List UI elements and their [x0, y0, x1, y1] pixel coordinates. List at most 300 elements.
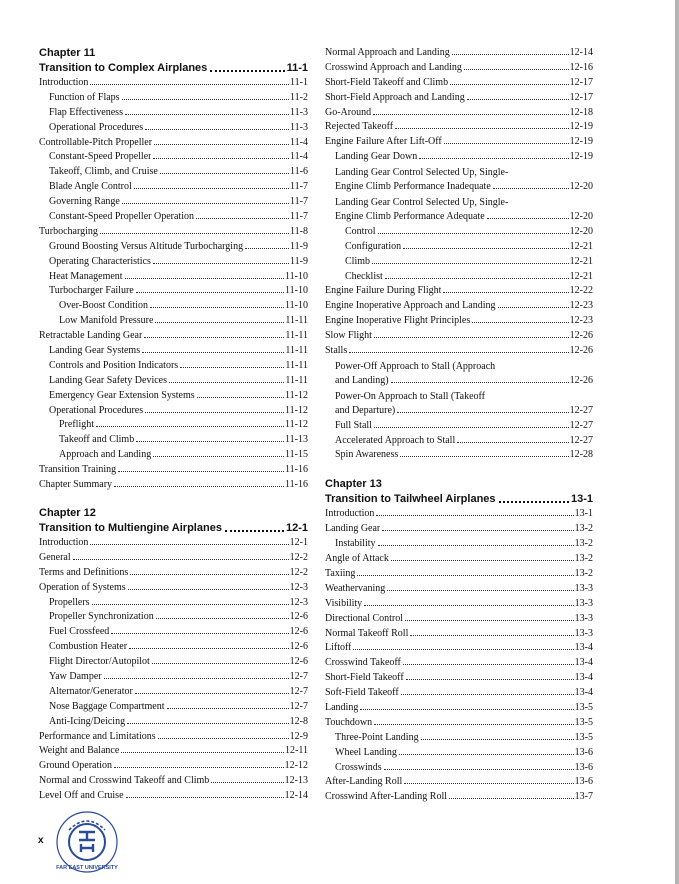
dot-leader — [353, 649, 573, 650]
page-ref: 13-6 — [574, 746, 593, 758]
page-ref: 12-9 — [289, 730, 308, 742]
toc-entry[interactable] — [325, 537, 593, 552]
page-ref: 11-11 — [285, 374, 308, 386]
toc-entry-title: Control — [345, 225, 376, 237]
page-ref: 11-7 — [290, 196, 308, 208]
page-ref: 12-20 — [569, 181, 593, 193]
dot-leader — [211, 782, 283, 783]
toc-entry[interactable] — [39, 700, 308, 715]
toc-entry[interactable] — [39, 240, 308, 255]
page-ref: 13-4 — [574, 657, 593, 669]
toc-entry[interactable] — [39, 566, 308, 581]
toc-entry[interactable] — [325, 552, 593, 567]
page-ref: 12-7 — [289, 700, 308, 712]
toc-entry-title: Flight Director/Autopilot — [49, 656, 150, 668]
page-ref: 11-7 — [290, 181, 308, 193]
page-ref: 12-27 — [569, 434, 593, 446]
toc-entry[interactable] — [325, 225, 593, 240]
page-ref: 13-5 — [574, 701, 593, 713]
toc-entry[interactable] — [325, 329, 593, 344]
toc-entry[interactable] — [39, 610, 308, 625]
toc-entry[interactable] — [39, 478, 308, 493]
toc-entry-line: Landing Gear Control Selected Up, Single- — [335, 197, 509, 209]
toc-entry[interactable] — [39, 121, 308, 136]
toc-entry-title: Three-Point Landing — [335, 731, 419, 743]
toc-entry[interactable] — [39, 284, 308, 299]
toc-entry[interactable] — [39, 685, 308, 700]
toc-entry-title: Angle of Attack — [325, 553, 389, 565]
toc-entry[interactable] — [325, 344, 593, 359]
page-ref: 13-5 — [574, 731, 593, 743]
dot-leader — [180, 367, 284, 368]
toc-entry[interactable] — [39, 551, 308, 566]
page-ref: 11-9 — [290, 240, 308, 252]
toc-entry[interactable] — [325, 701, 593, 716]
page-ref: 13-6 — [574, 776, 593, 788]
page-ref: 13-2 — [574, 538, 593, 550]
toc-entry-title: Liftoff — [325, 642, 352, 654]
page-ref: 12-6 — [289, 656, 308, 668]
toc-entry-title: Instability — [335, 538, 376, 550]
dot-leader — [360, 709, 573, 710]
dot-leader — [498, 307, 569, 308]
toc-entry[interactable] — [325, 731, 593, 746]
page-ref: 13-1 — [574, 508, 593, 520]
toc-entry[interactable] — [325, 671, 593, 686]
toc-entry-title: Level Off and Cruise — [39, 790, 124, 802]
page-ref: 13-3 — [574, 612, 593, 624]
toc-entry-title: Combustion Heater — [49, 641, 128, 653]
toc-entry-title: Stalls — [325, 345, 348, 357]
toc-entry-title: Crosswinds — [335, 761, 382, 773]
toc-entry[interactable] — [325, 522, 593, 537]
toc-entry-title: Landing Gear Systems — [49, 345, 141, 357]
toc-entry[interactable] — [39, 730, 308, 745]
page-ref: 12-20 — [569, 225, 593, 237]
page-ref: 12-22 — [569, 285, 593, 297]
toc-entry[interactable] — [325, 120, 593, 135]
page-ref: 13-6 — [574, 761, 593, 773]
toc-entry-title: Governing Range — [49, 196, 120, 208]
section-spacer — [325, 463, 593, 477]
dot-leader — [210, 61, 284, 72]
page-ref: 12-14 — [569, 47, 593, 58]
toc-entry[interactable] — [39, 433, 308, 448]
dot-leader — [387, 590, 573, 591]
toc-entry[interactable] — [39, 463, 308, 478]
toc-entry-title: Operating Characteristics — [49, 255, 151, 267]
toc-entry-title: Short-Field Approach and Landing — [325, 91, 465, 103]
toc-entry-title: Blade Angle Control — [49, 181, 132, 193]
toc-entry[interactable] — [39, 404, 308, 419]
toc-entry[interactable] — [39, 165, 308, 180]
toc-entry[interactable] — [39, 314, 308, 329]
toc-entry[interactable] — [39, 91, 308, 106]
toc-entry[interactable] — [325, 627, 593, 642]
dot-leader — [127, 723, 289, 724]
logo-text: FAR EAST UNIVERSITY — [56, 865, 118, 871]
page-ref: 12-27 — [569, 404, 593, 416]
dot-leader — [142, 352, 284, 353]
page-ref: 11-7 — [290, 211, 308, 223]
page-ref: 11-3 — [290, 121, 308, 133]
toc-entry[interactable] — [39, 374, 308, 389]
page-ref: 12-8 — [289, 715, 308, 727]
page-ref: 12-26 — [569, 374, 593, 386]
dot-leader — [156, 618, 289, 619]
dot-leader — [111, 633, 288, 634]
toc-entry-title: Landing Gear Safety Devices — [49, 374, 168, 386]
toc-entry[interactable] — [325, 419, 593, 434]
toc-entry-title: Transition Training — [39, 464, 117, 476]
dot-leader — [197, 397, 284, 398]
toc-entry[interactable] — [325, 61, 593, 76]
toc-entry[interactable] — [325, 314, 593, 329]
dot-leader — [145, 129, 289, 130]
toc-entry[interactable] — [39, 299, 308, 314]
page-ref: 12-12 — [284, 760, 308, 772]
page-ref: 12-7 — [289, 685, 308, 697]
toc-entry-title: Chapter Summary — [39, 479, 113, 491]
toc-entry-title: Operational Procedures — [49, 404, 144, 416]
page-ref: 12-19 — [569, 151, 593, 163]
dot-leader — [493, 188, 569, 189]
toc-entry[interactable] — [325, 775, 593, 790]
dot-leader — [225, 521, 284, 532]
page-ref: 11-16 — [285, 464, 308, 476]
toc-entry[interactable] — [325, 746, 593, 761]
dot-leader — [376, 515, 573, 516]
chapter-title: Transition to Complex Airplanes — [39, 62, 208, 74]
toc-entry[interactable] — [39, 255, 308, 270]
toc-entry[interactable] — [39, 418, 308, 433]
toc-entry-title: Low Manifold Pressure — [59, 315, 154, 327]
toc-entry[interactable] — [325, 656, 593, 671]
dot-leader — [150, 307, 284, 308]
dot-leader — [92, 604, 289, 605]
dot-leader — [349, 352, 568, 353]
page-ref: 13-3 — [574, 627, 593, 639]
toc-entry-title: Terms and Definitions — [39, 566, 129, 578]
toc-entry[interactable] — [325, 641, 593, 656]
toc-entry-title: Engine Failure During Flight — [325, 285, 442, 297]
dot-leader — [134, 188, 289, 189]
toc-entry[interactable] — [325, 686, 593, 701]
page-ref: 12-13 — [284, 775, 308, 787]
dot-leader — [405, 620, 574, 621]
toc-entry[interactable] — [325, 299, 593, 314]
toc-entry-title: Checklist — [345, 270, 383, 282]
page-ref: 11-4 — [290, 151, 308, 163]
toc-entry-title: and Departure) — [335, 404, 396, 416]
page-ref: 13-4 — [574, 687, 593, 699]
toc-entry[interactable] — [325, 135, 593, 150]
page-ref: 12-11 — [285, 745, 308, 757]
page-ref: 12-7 — [289, 670, 308, 682]
toc-entry[interactable] — [325, 240, 593, 255]
page-ref: 11-11 — [285, 345, 308, 357]
page-ref: 12-28 — [569, 449, 593, 461]
toc-entry-title: Introduction — [325, 508, 375, 520]
toc-entry-title: Operation of Systems — [39, 581, 126, 593]
toc-entry-title: Crosswind Takeoff — [325, 657, 401, 669]
page-ref: 12-18 — [569, 106, 593, 118]
page-ref: 12-6 — [289, 611, 308, 623]
toc-entry-title: Visibility — [325, 597, 363, 609]
page-ref: 12-26 — [569, 330, 593, 342]
toc-entry[interactable] — [325, 612, 593, 627]
toc-entry[interactable] — [39, 150, 308, 165]
dot-leader — [372, 263, 569, 264]
toc-entry[interactable] — [39, 329, 308, 344]
dot-leader — [122, 99, 289, 100]
dot-leader — [397, 412, 568, 413]
toc-entry-title: Fuel Crossfeed — [49, 626, 110, 638]
dot-leader — [391, 382, 569, 383]
page-ref: 11-9 — [290, 255, 308, 267]
dot-leader — [472, 322, 568, 323]
dot-leader — [391, 560, 574, 561]
page-ref: 11-1 — [290, 77, 308, 88]
toc-entry[interactable] — [325, 597, 593, 612]
dot-leader — [443, 292, 568, 293]
dot-leader — [96, 426, 284, 427]
dot-leader — [167, 708, 289, 709]
toc-entry-title: Propellers — [49, 596, 90, 608]
toc-entry[interactable] — [325, 374, 593, 389]
page-ref: 13-4 — [574, 672, 593, 684]
toc-entry[interactable] — [325, 91, 593, 106]
toc-entry-title: Over-Boost Condition — [59, 300, 148, 312]
toc-entry[interactable] — [325, 150, 593, 165]
dot-leader — [160, 173, 289, 174]
page-ref: 11-15 — [285, 449, 308, 461]
toc-entry[interactable] — [325, 106, 593, 121]
dot-leader — [374, 724, 574, 725]
dot-leader — [464, 69, 569, 70]
dot-leader — [104, 678, 289, 679]
dot-leader — [245, 248, 289, 249]
dot-leader — [444, 143, 569, 144]
dot-leader — [144, 337, 284, 338]
toc-entry[interactable] — [325, 284, 593, 299]
toc-entry-title: Emergency Gear Extension Systems — [49, 389, 195, 401]
toc-entry[interactable] — [325, 180, 593, 195]
chapter-title-entry[interactable] — [39, 521, 308, 536]
toc-entry[interactable] — [39, 359, 308, 374]
page-ref: 11-11 — [285, 315, 308, 327]
page-ref: 12-16 — [569, 61, 593, 73]
toc-entry[interactable] — [325, 46, 593, 61]
toc-entry[interactable] — [39, 344, 308, 359]
page-ref: 12-21 — [569, 255, 593, 267]
toc-entry[interactable] — [325, 255, 593, 270]
toc-entry-title: Introduction — [39, 536, 89, 548]
toc-entry-title: Engine Climb Performance Inadequate — [335, 181, 491, 193]
page-ref: 11-2 — [290, 91, 308, 103]
dot-leader — [136, 292, 284, 293]
toc-entry-title: Normal Approach and Landing — [325, 47, 450, 58]
page-ref: 11-4 — [290, 136, 308, 148]
dot-leader — [374, 427, 569, 428]
page-ref: 12-6 — [289, 626, 308, 638]
toc-entry[interactable] — [39, 270, 308, 285]
page-ref: 12-3 — [289, 596, 308, 608]
page-ref: 12-19 — [569, 121, 593, 133]
toc-entry-title: Ground Operation — [39, 760, 113, 772]
page-ref: 12-2 — [289, 551, 308, 563]
toc-entry-title: Turbocharging — [39, 225, 98, 237]
toc-entry-title: Climb — [345, 255, 371, 267]
dot-leader — [135, 693, 289, 694]
dot-leader — [419, 158, 568, 159]
dot-leader — [114, 486, 284, 487]
toc-entry-title: Flap Effectiveness — [49, 106, 123, 118]
page-ref: 12-27 — [569, 419, 593, 431]
toc-entry-title: and Landing) — [335, 374, 389, 386]
toc-entry[interactable] — [39, 136, 308, 151]
dot-leader — [153, 263, 289, 264]
toc-entry-title: Spin Awareness — [335, 449, 399, 461]
toc-entry[interactable] — [325, 761, 593, 776]
dot-leader — [125, 278, 284, 279]
toc-entry[interactable] — [325, 434, 593, 449]
toc-entry[interactable] — [39, 596, 308, 611]
page-ref: 13-1 — [570, 493, 593, 506]
page-ref: 11-6 — [290, 166, 308, 178]
dot-leader — [126, 797, 284, 798]
toc-entry-title: Alternator/Generator — [49, 685, 133, 697]
toc-entry[interactable] — [39, 715, 308, 730]
toc-entry-title: Accelerated Approach to Stall — [335, 434, 456, 446]
toc-entry[interactable] — [39, 789, 308, 804]
page-ref: 12-14 — [284, 790, 308, 802]
toc-entry-title: Crosswind After-Landing Roll — [325, 791, 448, 803]
dot-leader — [357, 575, 573, 576]
page-ref: 12-19 — [569, 136, 593, 148]
toc-entry[interactable] — [39, 76, 308, 91]
toc-entry[interactable] — [39, 759, 308, 774]
dot-leader — [136, 441, 284, 442]
dot-leader — [364, 605, 573, 606]
page-ref: 11-1 — [286, 62, 308, 74]
chapter-title-entry[interactable] — [325, 492, 593, 507]
toc-entry[interactable] — [39, 774, 308, 789]
dot-leader — [128, 589, 289, 590]
toc-entry-title: Normal Takeoff Roll — [325, 627, 409, 639]
toc-entry-title: Normal and Crosswind Takeoff and Climb — [39, 775, 210, 787]
toc-entry-title: Takeoff and Climb — [59, 434, 135, 446]
page-ref: 12-21 — [569, 270, 593, 282]
toc-entry[interactable] — [325, 448, 593, 463]
dot-leader — [169, 382, 284, 383]
dot-leader — [121, 752, 284, 753]
toc-entry[interactable] — [325, 790, 593, 805]
dot-leader — [158, 738, 289, 739]
toc-entry-title: General — [39, 551, 71, 563]
dot-leader — [467, 99, 569, 100]
toc-entry[interactable] — [325, 567, 593, 582]
toc-left-column — [39, 46, 308, 804]
page-ref: 12-3 — [289, 581, 308, 593]
page-ref: 13-4 — [574, 642, 593, 654]
toc-entry[interactable] — [325, 404, 593, 419]
dot-leader — [400, 456, 568, 457]
toc-entry[interactable] — [325, 210, 593, 225]
toc-entry[interactable] — [39, 670, 308, 685]
dot-leader — [385, 278, 569, 279]
toc-entry[interactable] — [325, 270, 593, 285]
chapter-title: Transition to Tailwheel Airplanes — [325, 493, 496, 506]
page-ref: 12-26 — [569, 345, 593, 357]
dot-leader — [421, 739, 574, 740]
toc-entry[interactable] — [39, 195, 308, 210]
toc-entry[interactable] — [39, 655, 308, 670]
page-ref: 11-10 — [285, 270, 308, 282]
dot-leader — [403, 664, 574, 665]
toc-entry[interactable] — [39, 536, 308, 551]
section-spacer — [39, 493, 308, 506]
toc-entry-title: Ground Boosting Versus Altitude Turbocharging — [49, 240, 244, 252]
toc-entry-title: Approach and Landing — [59, 449, 152, 461]
toc-entry[interactable] — [39, 225, 308, 240]
toc-entry[interactable] — [325, 716, 593, 731]
dot-leader — [449, 798, 574, 799]
toc-entry[interactable] — [39, 625, 308, 640]
toc-entry[interactable] — [39, 389, 308, 404]
page-ref: 12-2 — [289, 566, 308, 578]
toc-entry-title: Rejected Takeoff — [325, 121, 394, 133]
toc-entry[interactable] — [39, 640, 308, 655]
toc-entry-title: Soft-Field Takeoff — [325, 687, 399, 699]
toc-entry-title: Engine Inoperative Flight Principles — [325, 315, 471, 327]
toc-entry-title: Controllable-Pitch Propeller — [39, 136, 153, 148]
toc-entry-title: Preflight — [59, 419, 94, 431]
toc-entry-title: Weight and Balance — [39, 745, 120, 757]
toc-entry-title: Weathervaning — [325, 582, 386, 594]
dot-leader — [403, 248, 569, 249]
toc-entry[interactable] — [39, 210, 308, 225]
dot-leader — [73, 559, 289, 560]
page-ref: 12-23 — [569, 315, 593, 327]
dot-leader — [373, 114, 569, 115]
toc-entry-title: Nose Baggage Compartment — [49, 700, 165, 712]
toc-entry[interactable] — [39, 581, 308, 596]
chapter-title-entry[interactable] — [39, 61, 308, 76]
toc-entry-title: Engine Climb Performance Adequate — [335, 211, 485, 223]
dot-leader — [145, 412, 284, 413]
toc-entry[interactable] — [325, 76, 593, 91]
toc-entry-line: Power-Off Approach to Stall (Approach — [335, 360, 496, 372]
dot-leader — [125, 114, 289, 115]
toc-entry-title: Engine Inoperative Approach and Landing — [325, 300, 496, 312]
toc-entry[interactable] — [325, 582, 593, 597]
toc-entry[interactable] — [325, 507, 593, 522]
dot-leader — [399, 754, 574, 755]
page-ref: 12-1 — [285, 521, 308, 534]
toc-entry[interactable] — [39, 106, 308, 121]
page-ref: 13-2 — [574, 523, 593, 535]
dot-leader — [452, 54, 569, 55]
dot-leader — [153, 456, 284, 457]
dot-leader — [100, 233, 289, 234]
toc-entry[interactable] — [39, 448, 308, 463]
page-ref: 13-3 — [574, 597, 593, 609]
dot-leader — [382, 530, 573, 531]
toc-entry[interactable] — [39, 744, 308, 759]
toc-entry[interactable] — [39, 180, 308, 195]
toc-entry-title: Full Stall — [335, 419, 372, 431]
